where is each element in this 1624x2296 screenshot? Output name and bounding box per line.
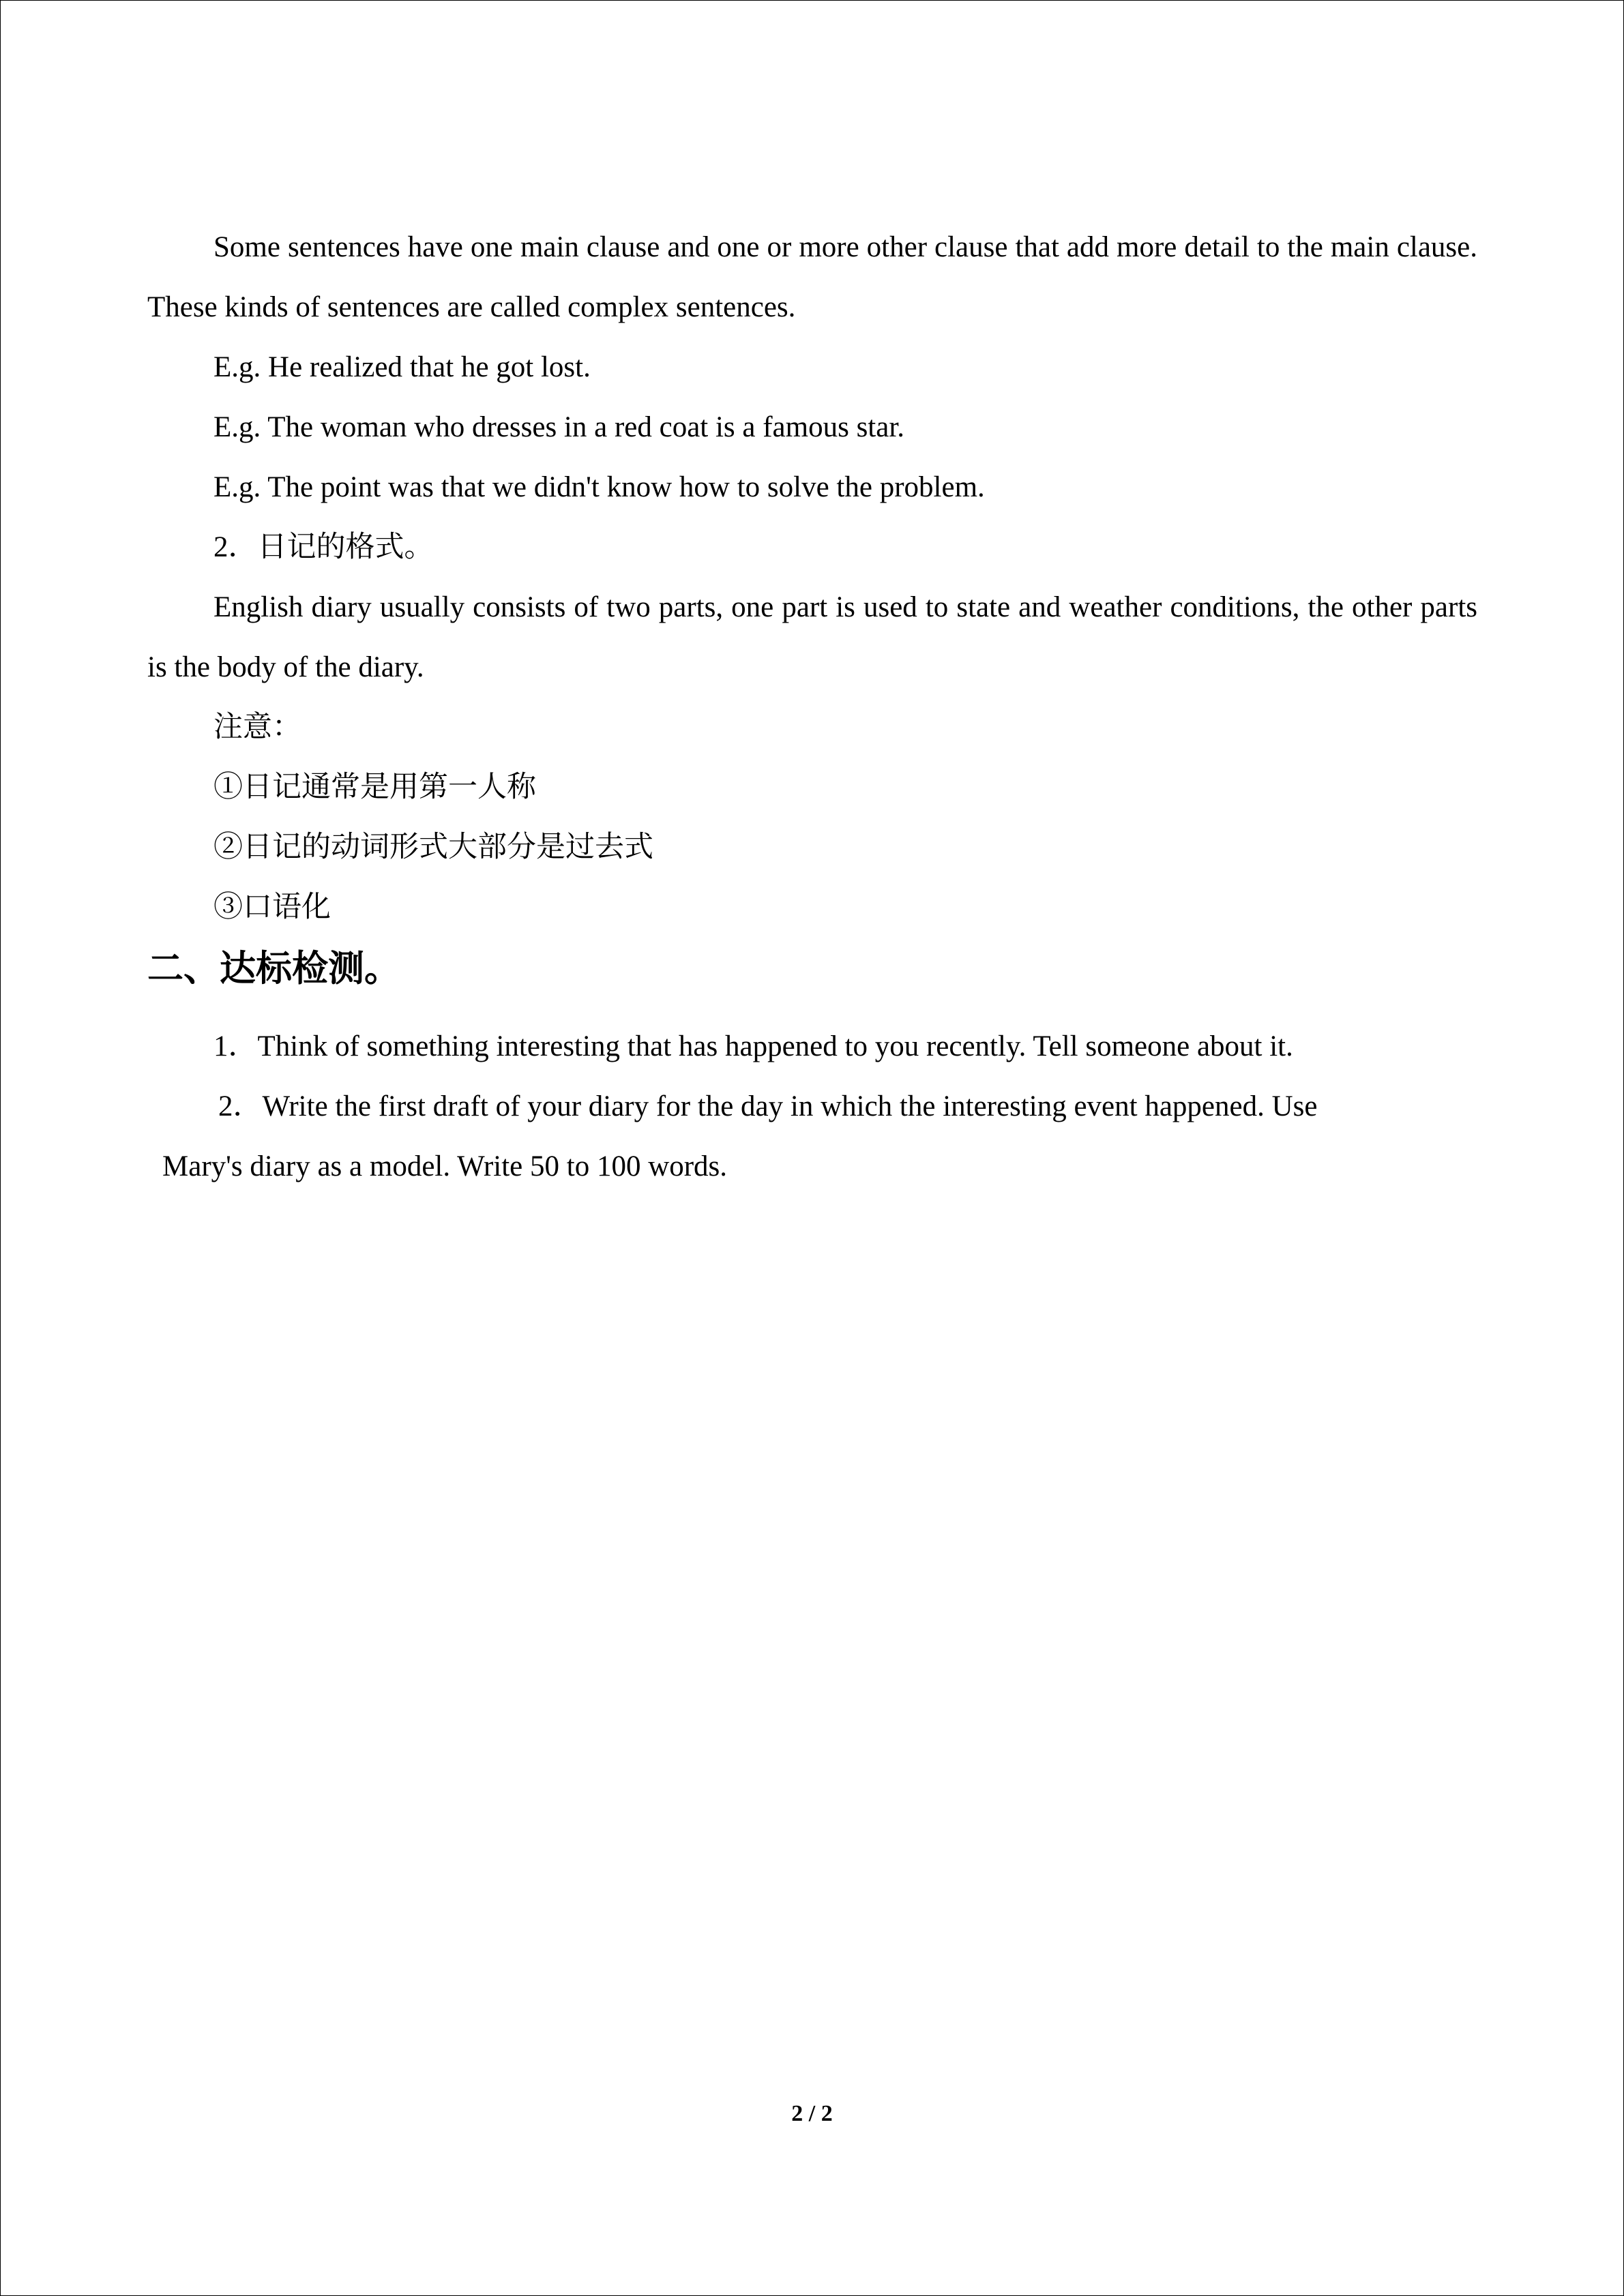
note-item-1: ①日记通常是用第一人称 <box>213 771 536 803</box>
task-item-1: 1．Think of something interesting that has happened to you recently. Tell someone about it. <box>213 1030 1293 1062</box>
page-number: 2 / 2 <box>791 2101 833 2126</box>
notes-label: 注意： <box>213 711 301 743</box>
example-sentence-1: E.g. He realized that he got lost. <box>213 351 591 383</box>
example-sentence-3: E.g. The point was that we didn't know how to solve the problem. <box>213 471 985 503</box>
diary-format-paragraph: English diary usually consists of two parts, one part is used to state and weather conditions, the other parts is the body of the diary. <box>147 591 1477 683</box>
page-content <box>147 218 1477 1197</box>
example-sentence-2: E.g. The woman who dresses in a red coat is a famous star. <box>213 411 905 443</box>
task-item-2 <box>147 1077 1477 1197</box>
task-item-2-line-1: 2．Write the first draft of your diary for the day in which the interesting event happened. Use <box>218 1090 1318 1122</box>
diary-format-heading: 2．日记的格式。 <box>213 531 434 563</box>
note-item-2: ②日记的动词形式大部分是过去式 <box>213 831 653 863</box>
task-item-2-line-2: Mary's diary as a model. Write 50 to 100 words. <box>162 1150 728 1182</box>
complex-sentences-paragraph: Some sentences have one main clause and one or more other clause that add more detail to the main clause. These kinds of sentences are called complex sentences. <box>147 231 1477 323</box>
section-two-heading: 二、达标检测。 <box>147 949 400 989</box>
note-item-3: ③口语化 <box>213 891 331 923</box>
